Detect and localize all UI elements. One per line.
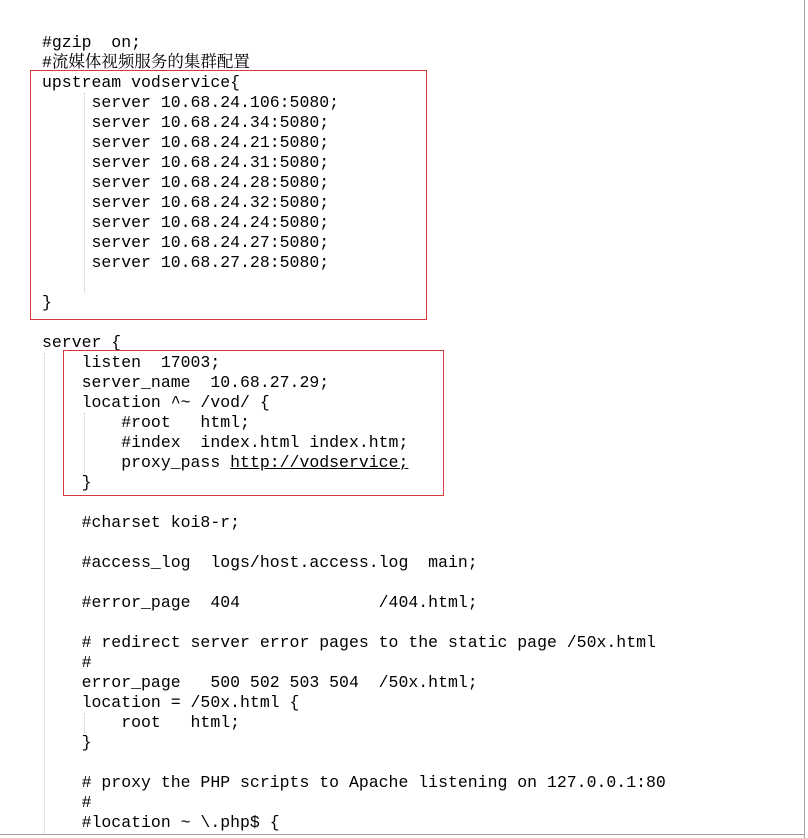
code-text: proxy_pass bbox=[42, 453, 231, 472]
code-line: } bbox=[42, 293, 52, 312]
code-line: server 10.68.24.34:5080; bbox=[42, 113, 330, 132]
code-line: upstream vodservice{ bbox=[42, 73, 241, 92]
code-line: server 10.68.24.32:5080; bbox=[42, 193, 330, 212]
code-line: root html; bbox=[42, 713, 241, 732]
code-line: server 10.68.27.28:5080; bbox=[42, 253, 330, 272]
code-line: server 10.68.24.27:5080; bbox=[42, 233, 330, 252]
code-line: server 10.68.24.21:5080; bbox=[42, 133, 330, 152]
code-line: server 10.68.24.28:5080; bbox=[42, 173, 330, 192]
proxy-pass-link[interactable]: http://vodservice; bbox=[230, 453, 409, 472]
code-line: # bbox=[42, 793, 92, 812]
code-line: #charset koi8-r; bbox=[42, 513, 241, 532]
code-line: server 10.68.24.106:5080; bbox=[42, 93, 340, 112]
window-bottom-border bbox=[0, 834, 805, 835]
code-line: #index index.html index.htm; bbox=[42, 433, 409, 452]
upstream-highlight-box bbox=[30, 70, 427, 320]
code-line: location = /50x.html { bbox=[42, 693, 300, 712]
code-line: listen 17003; bbox=[42, 353, 221, 372]
code-line: #gzip on; bbox=[42, 33, 142, 52]
code-line: server 10.68.24.31:5080; bbox=[42, 153, 330, 172]
code-line: #root html; bbox=[42, 413, 250, 432]
code-line: #location ~ \.php$ { bbox=[42, 813, 280, 832]
code-line: server 10.68.24.24:5080; bbox=[42, 213, 330, 232]
code-line: # bbox=[42, 653, 92, 672]
code-line: #error_page 404 /404.html; bbox=[42, 593, 478, 612]
code-line: server_name 10.68.27.29; bbox=[42, 373, 330, 392]
code-line: server { bbox=[42, 333, 122, 352]
code-line: location ^~ /vod/ { bbox=[42, 393, 270, 412]
code-line: # proxy the PHP scripts to Apache listening on 127.0.0.1:80 bbox=[42, 773, 666, 792]
window-right-border bbox=[804, 0, 805, 838]
code-line: # redirect server error pages to the static page /50x.html bbox=[42, 633, 656, 652]
code-line: #access_log logs/host.access.log main; bbox=[42, 553, 478, 572]
code-line: } bbox=[42, 733, 92, 752]
server-location-highlight-box bbox=[63, 350, 444, 496]
code-line: #流媒体视频服务的集群配置 bbox=[42, 53, 250, 72]
code-line: error_page 500 502 503 504 /50x.html; bbox=[42, 673, 478, 692]
code-line: } bbox=[42, 473, 92, 492]
